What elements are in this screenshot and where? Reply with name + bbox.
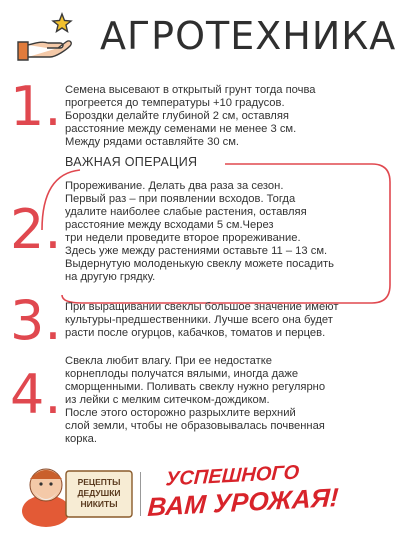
text-line: Выдернутую молоденькую свеклу можете посадить <box>65 258 334 270</box>
text-line: прогреется до температуры +10 градусов. <box>65 97 285 109</box>
text-line: Здесь уже между растениями оставьте 11 – 13 см. <box>65 245 328 257</box>
text-line: корка. <box>65 433 97 445</box>
text-line: расти после огурцов, кабачков, томатов и перцев. <box>65 327 326 339</box>
header <box>14 10 397 66</box>
brand-logo <box>18 455 136 529</box>
step-number-1: 1. <box>10 75 62 138</box>
text-line: сморщенными. Поливать свеклу нужно регулярно <box>65 381 326 393</box>
text-line: удалите наиболее слабые растения, оставляя <box>65 206 307 218</box>
text-line: Между рядами оставляйте 30 см. <box>65 136 240 148</box>
text-line: Бороздки делайте глубиной 2 см, оставляя <box>65 110 289 122</box>
text-line: Семена высевают в открытый грунт тогда почва <box>65 84 316 96</box>
text-line: на другую грядку. <box>65 271 156 283</box>
logo-line: ДЕДУШКИ <box>77 488 121 498</box>
text-line: Прореживание. Делать два раза за сезон. <box>65 180 284 192</box>
text-line: Свекла любит влагу. При ее недостатке <box>65 355 273 367</box>
logo-line: НИКИТЫ <box>80 499 118 509</box>
text-line: После этого осторожно разрыхлите верхний <box>65 407 296 419</box>
step-number-3: 3. <box>10 289 62 352</box>
important-operation-label: ВАЖНАЯ ОПЕРАЦИЯ <box>65 155 198 169</box>
logo-line: РЕЦЕПТЫ <box>77 477 121 487</box>
text-line: Первый раз – при появлении всходов. Тогда <box>65 193 296 205</box>
slogan-line-2: ВАМ УРОЖАЯ! <box>146 482 340 522</box>
text-line: При выращивании свеклы большое значение имеют <box>65 301 339 313</box>
text-line: из лейки с мелким ситечком-дождиком. <box>65 394 270 406</box>
footer-divider <box>140 472 141 516</box>
text-line: культуры-предшественники. Лучше всего она будет <box>65 314 333 326</box>
slogan-line-1: УСПЕШНОГО <box>165 461 300 491</box>
hand-with-star-icon <box>14 12 78 64</box>
text-line: расстояние между всходами 5 см.Через <box>65 219 274 231</box>
text-line: слой земли, чтобы не образовывалась почвенная <box>65 420 325 432</box>
step-number-4: 4. <box>10 363 62 426</box>
step-number-2: 2. <box>10 198 62 261</box>
text-line: три недели проведите второе прореживание. <box>65 232 301 244</box>
text-line: расстояние между семенами не менее 3 см. <box>65 123 297 135</box>
page-title: АГРОТЕХНИКА <box>100 14 397 58</box>
text-line: корнеплоды получатся вялыми, иногда даже <box>65 368 299 380</box>
